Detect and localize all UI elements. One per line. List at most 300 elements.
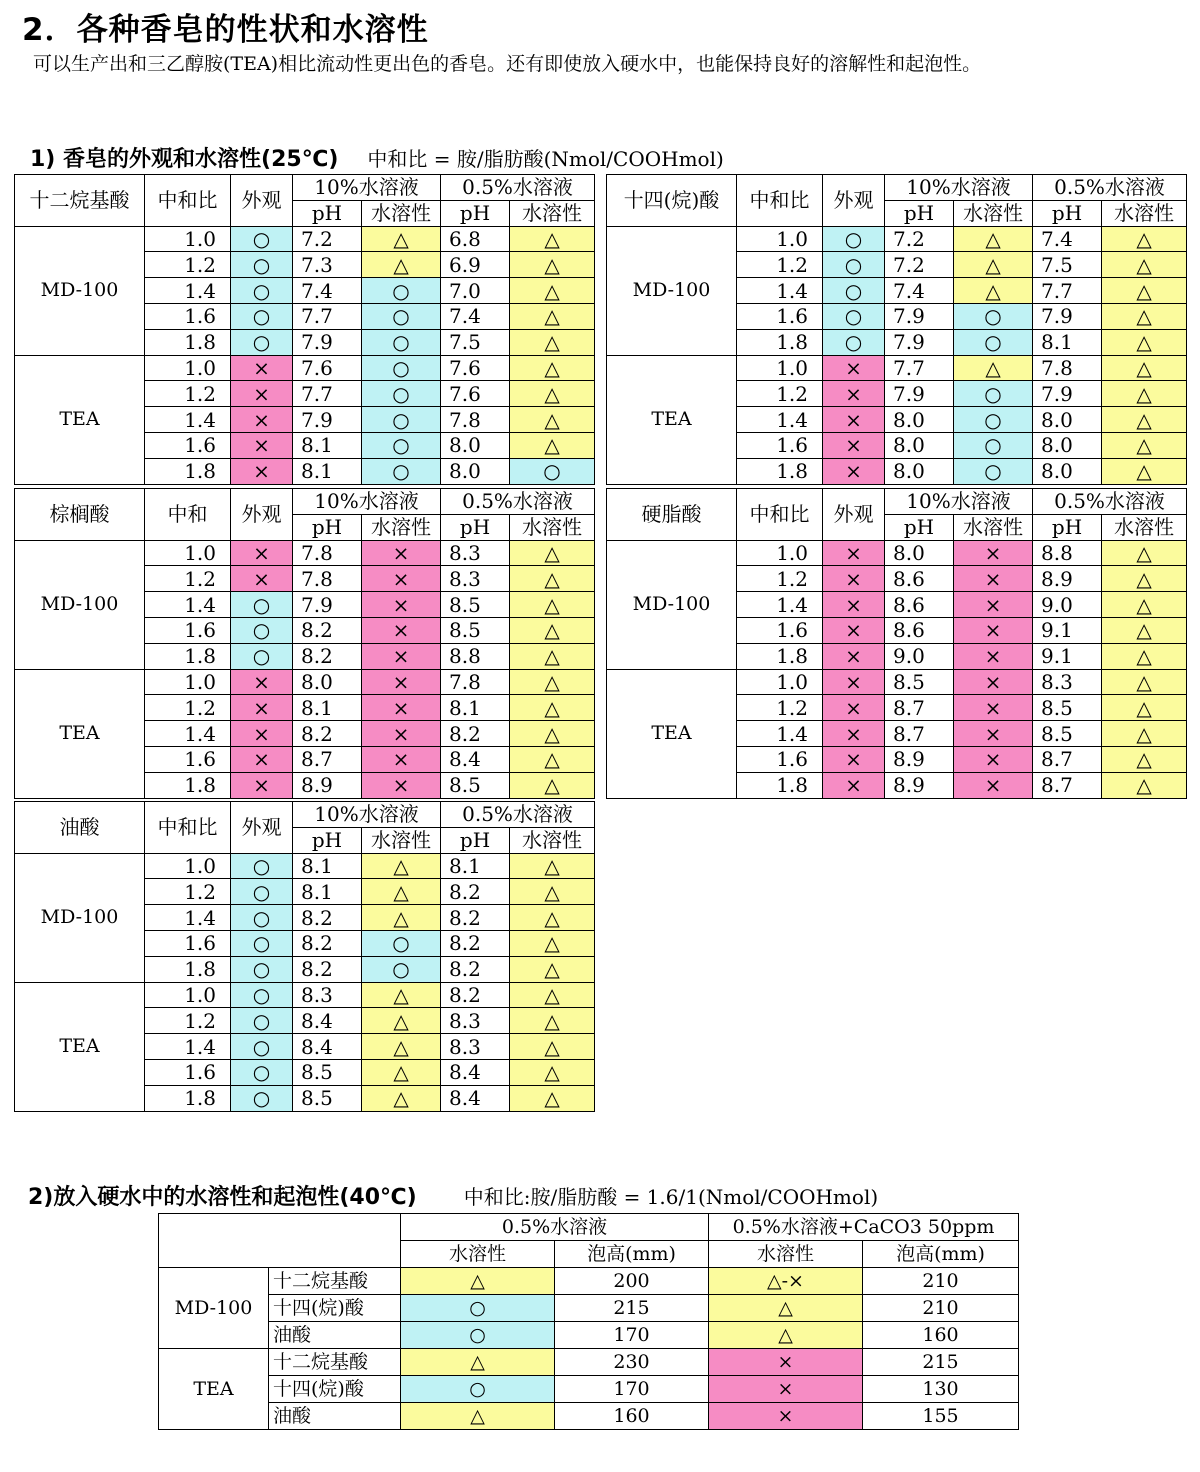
ratio-cell: 1.0 (145, 355, 231, 381)
ratio-cell: 1.6 (737, 432, 823, 458)
solubility-cell: × (362, 721, 441, 747)
ph-cell: 8.4 (293, 1008, 362, 1034)
solubility-cell: △ (510, 905, 595, 931)
solubility-header: 水溶性 (1102, 514, 1187, 540)
solubility-cell: △ (510, 566, 595, 592)
ph-cell: 8.0 (885, 540, 954, 566)
solubility-cell: △ (510, 407, 595, 433)
sol10-header: 10%水溶液 (293, 489, 441, 515)
appearance-cell: × (823, 458, 885, 484)
solubility-cell: △ (1102, 592, 1187, 618)
foam-height-cell: 130 (863, 1376, 1019, 1403)
ph-cell: 8.8 (441, 643, 510, 669)
solubility-cell: △ (401, 1268, 555, 1295)
ph-cell: 8.5 (1033, 721, 1102, 747)
solubility-cell: △ (1102, 772, 1187, 798)
ph-cell: 7.8 (441, 669, 510, 695)
appearance-cell: × (823, 407, 885, 433)
appearance-cell: × (823, 746, 885, 772)
ratio-cell: 1.2 (737, 695, 823, 721)
ph-cell: 8.1 (293, 853, 362, 879)
ratio-cell: 1.2 (145, 381, 231, 407)
appearance-header: 外观 (823, 175, 885, 227)
solubility-cell: △ (709, 1295, 863, 1322)
ph-cell: 8.8 (1033, 540, 1102, 566)
foam-height-cell: 170 (555, 1376, 709, 1403)
ph-cell: 8.5 (441, 617, 510, 643)
ph-cell: 8.5 (441, 592, 510, 618)
ratio-cell: 1.8 (737, 643, 823, 669)
solubility-cell: △ (510, 355, 595, 381)
ratio-header: 中和 (145, 489, 231, 541)
ratio-cell: 1.6 (145, 432, 231, 458)
appearance-header: 外观 (231, 175, 293, 227)
sol10-header: 10%水溶液 (293, 802, 441, 828)
ph-cell: 7.2 (293, 226, 362, 252)
solubility-cell: △ (1102, 695, 1187, 721)
solubility-header: 水溶性 (510, 827, 595, 853)
ratio-cell: 1.0 (737, 669, 823, 695)
ph-cell: 8.7 (1033, 772, 1102, 798)
solubility-table (14, 174, 595, 485)
appearance-cell: ○ (231, 303, 293, 329)
ph-cell: 8.0 (1033, 407, 1102, 433)
ph-cell: 8.3 (441, 540, 510, 566)
appearance-cell: × (231, 381, 293, 407)
solubility-cell: △ (1102, 643, 1187, 669)
ph-cell: 8.2 (293, 905, 362, 931)
ratio-header: 中和比 (737, 175, 823, 227)
ratio-cell: 1.8 (145, 458, 231, 484)
ph-cell: 9.1 (1033, 617, 1102, 643)
solubility-cell: ○ (401, 1322, 555, 1349)
appearance-cell: × (823, 669, 885, 695)
table-row (15, 226, 595, 252)
table-header-row (607, 175, 1187, 201)
appearance-cell: × (231, 432, 293, 458)
ph-cell: 8.5 (885, 669, 954, 695)
group-name: TEA (15, 355, 145, 484)
table-header-row (15, 175, 595, 201)
section1-heading-block (30, 142, 724, 173)
ph-cell: 7.9 (293, 407, 362, 433)
blank-header (159, 1214, 401, 1268)
ph-cell: 8.1 (293, 432, 362, 458)
ph-cell: 8.1 (293, 458, 362, 484)
solubility-cell: × (362, 695, 441, 721)
ph-cell: 7.9 (293, 329, 362, 355)
foam-height-cell: 215 (863, 1349, 1019, 1376)
solubility-cell: △ (510, 853, 595, 879)
table-row (159, 1322, 1019, 1349)
table-row (607, 540, 1187, 566)
solubility-cell: △-× (709, 1268, 863, 1295)
ratio-cell: 1.2 (737, 566, 823, 592)
foam-height-cell: 160 (555, 1403, 709, 1430)
sol05-header: 0.5%水溶液 (401, 1214, 709, 1241)
solubility-cell: ○ (401, 1295, 555, 1322)
appearance-cell: × (823, 721, 885, 747)
ratio-header: 中和比 (145, 175, 231, 227)
ratio-cell: 1.0 (737, 540, 823, 566)
solubility-cell: △ (1102, 329, 1187, 355)
solubility-cell: △ (510, 956, 595, 982)
group-name: MD-100 (15, 540, 145, 669)
solubility-cell: △ (1102, 746, 1187, 772)
table-row (607, 669, 1187, 695)
solubility-header: 水溶性 (954, 514, 1033, 540)
ph-cell: 8.3 (293, 982, 362, 1008)
solubility-cell: △ (510, 1059, 595, 1085)
sol05-header: 0.5%水溶液 (441, 489, 595, 515)
appearance-cell: ○ (231, 1059, 293, 1085)
table-row (15, 853, 595, 879)
appearance-cell: ○ (231, 956, 293, 982)
group-name: TEA (607, 355, 737, 484)
appearance-cell: × (823, 540, 885, 566)
ph-cell: 8.6 (885, 566, 954, 592)
ratio-cell: 1.8 (145, 772, 231, 798)
ph-header: pH (885, 200, 954, 226)
sol05-header: 0.5%水溶液 (441, 802, 595, 828)
solubility-cell: ○ (362, 432, 441, 458)
ph-cell: 7.6 (441, 381, 510, 407)
solubility-cell: × (362, 746, 441, 772)
appearance-cell: ○ (231, 1085, 293, 1111)
ratio-cell: 1.0 (145, 982, 231, 1008)
solubility-cell: △ (954, 278, 1033, 304)
solubility-table (14, 488, 595, 799)
ph-cell: 8.2 (293, 956, 362, 982)
acid-name: 硬脂酸 (607, 489, 737, 541)
solubility-cell: ○ (954, 458, 1033, 484)
foam-height-header: 泡高(mm) (555, 1241, 709, 1268)
solubility-cell: △ (1102, 566, 1187, 592)
ph-cell: 9.0 (885, 643, 954, 669)
ph-cell: 8.0 (885, 407, 954, 433)
appearance-cell: ○ (231, 1034, 293, 1060)
ratio-cell: 1.4 (737, 721, 823, 747)
ratio-cell: 1.0 (145, 669, 231, 695)
solubility-cell: △ (362, 1034, 441, 1060)
solubility-cell: △ (954, 226, 1033, 252)
appearance-cell: ○ (231, 617, 293, 643)
appearance-cell: × (231, 407, 293, 433)
solubility-header: 水溶性 (362, 827, 441, 853)
solubility-cell: ○ (510, 458, 595, 484)
appearance-cell: × (231, 721, 293, 747)
ph-header: pH (1033, 200, 1102, 226)
solubility-cell: × (954, 772, 1033, 798)
solubility-cell: △ (1102, 407, 1187, 433)
appearance-cell: ○ (231, 853, 293, 879)
appearance-cell: ○ (823, 252, 885, 278)
ph-cell: 8.9 (1033, 566, 1102, 592)
ph-cell: 8.1 (441, 695, 510, 721)
solubility-cell: △ (709, 1322, 863, 1349)
solubility-cell: △ (1102, 355, 1187, 381)
appearance-cell: ○ (231, 1008, 293, 1034)
ratio-cell: 1.4 (145, 407, 231, 433)
ratio-cell: 1.6 (145, 303, 231, 329)
ratio-cell: 1.8 (737, 329, 823, 355)
appearance-cell: ○ (231, 905, 293, 931)
solubility-cell: △ (510, 669, 595, 695)
ph-cell: 8.9 (293, 772, 362, 798)
appearance-cell: ○ (231, 226, 293, 252)
solubility-cell: × (362, 566, 441, 592)
appearance-cell: ○ (231, 982, 293, 1008)
ph-cell: 7.9 (1033, 381, 1102, 407)
ratio-cell: 1.4 (145, 905, 231, 931)
solubility-cell: ○ (954, 303, 1033, 329)
ph-cell: 8.5 (441, 772, 510, 798)
ph-cell: 7.9 (885, 303, 954, 329)
solubility-cell: △ (362, 252, 441, 278)
ph-header: pH (441, 514, 510, 540)
table-header-row (159, 1214, 1019, 1241)
ratio-cell: 1.0 (737, 355, 823, 381)
solubility-cell: ○ (362, 355, 441, 381)
sol05-header: 0.5%水溶液 (1033, 489, 1187, 515)
solubility-cell: △ (510, 329, 595, 355)
foam-height-cell: 200 (555, 1268, 709, 1295)
solubility-header: 水溶性 (362, 200, 441, 226)
solubility-cell: ○ (362, 407, 441, 433)
ratio-cell: 1.8 (145, 329, 231, 355)
ph-cell: 8.3 (441, 1034, 510, 1060)
appearance-cell: × (231, 540, 293, 566)
solubility-cell: △ (362, 1085, 441, 1111)
solubility-cell: △ (1102, 617, 1187, 643)
table-row (159, 1268, 1019, 1295)
solubility-cell: △ (362, 879, 441, 905)
ph-cell: 8.2 (441, 982, 510, 1008)
solubility-cell: △ (510, 226, 595, 252)
ratio-cell: 1.8 (737, 772, 823, 798)
solubility-header: 水溶性 (510, 200, 595, 226)
solubility-cell: × (954, 695, 1033, 721)
group-name: MD-100 (15, 853, 145, 982)
acid-name: 十四(烷)酸 (269, 1376, 401, 1403)
solubility-cell: × (362, 669, 441, 695)
solubility-cell: △ (510, 982, 595, 1008)
sol05-caco3-header: 0.5%水溶液+CaCO3 50ppm (709, 1214, 1019, 1241)
ph-cell: 8.4 (441, 1085, 510, 1111)
acid-name: 十四(烷)酸 (607, 175, 737, 227)
ph-cell: 8.5 (293, 1085, 362, 1111)
ph-cell: 8.2 (293, 721, 362, 747)
solubility-cell: △ (1102, 252, 1187, 278)
ph-cell: 8.9 (885, 746, 954, 772)
ph-cell: 8.6 (885, 617, 954, 643)
sol05-header: 0.5%水溶液 (1033, 175, 1187, 201)
solubility-cell: △ (1102, 303, 1187, 329)
ratio-cell: 1.6 (145, 1059, 231, 1085)
ratio-cell: 1.4 (145, 721, 231, 747)
ph-cell: 7.6 (441, 355, 510, 381)
ph-cell: 8.3 (1033, 669, 1102, 695)
ph-cell: 8.0 (441, 432, 510, 458)
solubility-cell: × (954, 566, 1033, 592)
table-row (159, 1403, 1019, 1430)
solubility-cell: △ (510, 252, 595, 278)
solubility-cell: × (362, 540, 441, 566)
section1-note: 中和比 = 胺/脂肪酸(Nmol/COOHmol) (367, 147, 724, 171)
ph-cell: 8.1 (1033, 329, 1102, 355)
foam-height-cell: 210 (863, 1268, 1019, 1295)
ph-cell: 7.2 (885, 252, 954, 278)
acid-name: 十二烷基酸 (269, 1349, 401, 1376)
solubility-cell: × (362, 772, 441, 798)
ratio-cell: 1.0 (145, 540, 231, 566)
table-header-row (15, 802, 595, 828)
ph-cell: 8.2 (441, 879, 510, 905)
solubility-cell: △ (1102, 278, 1187, 304)
appearance-cell: ○ (231, 252, 293, 278)
ratio-cell: 1.4 (145, 1034, 231, 1060)
ph-cell: 8.4 (441, 1059, 510, 1085)
ph-cell: 7.4 (293, 278, 362, 304)
solubility-cell: × (954, 540, 1033, 566)
table-row (607, 355, 1187, 381)
ph-cell: 8.7 (885, 721, 954, 747)
solubility-cell: △ (510, 278, 595, 304)
solubility-cell: △ (510, 746, 595, 772)
solubility-table (14, 801, 595, 1112)
ratio-cell: 1.6 (145, 746, 231, 772)
ph-cell: 8.0 (1033, 458, 1102, 484)
ph-cell: 8.2 (441, 721, 510, 747)
appearance-cell: × (823, 432, 885, 458)
foam-height-cell: 170 (555, 1322, 709, 1349)
appearance-cell: ○ (823, 226, 885, 252)
acid-name: 棕榈酸 (15, 489, 145, 541)
group-name: TEA (159, 1349, 269, 1430)
ph-cell: 7.7 (1033, 278, 1102, 304)
ph-cell: 8.0 (885, 458, 954, 484)
ph-cell: 8.7 (1033, 746, 1102, 772)
sol10-header: 10%水溶液 (293, 175, 441, 201)
ratio-cell: 1.4 (145, 278, 231, 304)
ratio-cell: 1.2 (737, 381, 823, 407)
solubility-cell: △ (1102, 721, 1187, 747)
solubility-cell: △ (401, 1349, 555, 1376)
table-row (159, 1349, 1019, 1376)
table-row (15, 540, 595, 566)
solubility-cell: × (954, 643, 1033, 669)
ph-cell: 8.9 (885, 772, 954, 798)
solubility-cell: ○ (362, 278, 441, 304)
appearance-header: 外观 (231, 489, 293, 541)
foam-height-cell: 230 (555, 1349, 709, 1376)
solubility-cell: △ (362, 1059, 441, 1085)
solubility-cell: △ (1102, 669, 1187, 695)
ph-cell: 8.0 (441, 458, 510, 484)
ph-cell: 6.9 (441, 252, 510, 278)
appearance-cell: ○ (823, 329, 885, 355)
solubility-cell: △ (510, 721, 595, 747)
acid-name: 十二烷基酸 (269, 1268, 401, 1295)
group-name: TEA (607, 669, 737, 798)
acid-name: 十四(烷)酸 (269, 1295, 401, 1322)
appearance-header: 外观 (823, 489, 885, 541)
solubility-cell: ○ (362, 303, 441, 329)
appearance-cell: × (231, 772, 293, 798)
ph-cell: 8.2 (293, 643, 362, 669)
solubility-cell: ○ (401, 1376, 555, 1403)
ph-cell: 7.7 (293, 303, 362, 329)
sol05-header: 0.5%水溶液 (441, 175, 595, 201)
ph-cell: 7.5 (1033, 252, 1102, 278)
ph-cell: 8.5 (1033, 695, 1102, 721)
appearance-cell: × (231, 746, 293, 772)
solubility-header: 水溶性 (362, 514, 441, 540)
appearance-cell: ○ (231, 643, 293, 669)
appearance-header: 外观 (231, 802, 293, 854)
ph-cell: 7.8 (441, 407, 510, 433)
solubility-cell: △ (401, 1403, 555, 1430)
appearance-cell: × (231, 669, 293, 695)
solubility-cell: ○ (362, 458, 441, 484)
table-row (15, 355, 595, 381)
appearance-cell: × (231, 695, 293, 721)
ratio-cell: 1.2 (737, 252, 823, 278)
group-name: MD-100 (15, 226, 145, 355)
solubility-cell: △ (510, 772, 595, 798)
solubility-cell: △ (510, 695, 595, 721)
ph-cell: 6.8 (441, 226, 510, 252)
ratio-cell: 1.0 (737, 226, 823, 252)
solubility-cell: △ (362, 905, 441, 931)
appearance-cell: × (823, 381, 885, 407)
ph-cell: 7.7 (885, 355, 954, 381)
ph-cell: 7.9 (885, 381, 954, 407)
ph-header: pH (293, 827, 362, 853)
appearance-cell: ○ (231, 278, 293, 304)
solubility-cell: △ (1102, 540, 1187, 566)
group-name: TEA (15, 669, 145, 798)
ratio-cell: 1.2 (145, 566, 231, 592)
table-row (159, 1376, 1019, 1403)
solubility-header: 水溶性 (510, 514, 595, 540)
solubility-cell: △ (510, 592, 595, 618)
solubility-cell: × (362, 643, 441, 669)
ph-cell: 7.2 (885, 226, 954, 252)
solubility-cell: ○ (362, 956, 441, 982)
ph-cell: 8.4 (293, 1034, 362, 1060)
ph-cell: 8.4 (441, 746, 510, 772)
hardwater-table (158, 1213, 1019, 1430)
appearance-cell: ○ (231, 879, 293, 905)
solubility-cell: △ (510, 879, 595, 905)
acid-name: 油酸 (269, 1322, 401, 1349)
solubility-cell: △ (1102, 381, 1187, 407)
appearance-cell: ○ (231, 592, 293, 618)
section1-heading: 1) 香皂的外观和水溶性(25℃) (30, 147, 339, 172)
solubility-cell: △ (510, 643, 595, 669)
ratio-cell: 1.8 (145, 1085, 231, 1111)
ph-cell: 7.8 (293, 566, 362, 592)
ph-cell: 8.2 (441, 930, 510, 956)
appearance-cell: × (231, 355, 293, 381)
acid-name: 油酸 (15, 802, 145, 854)
solubility-cell: △ (362, 982, 441, 1008)
section2-heading-block (28, 1180, 878, 1211)
ph-cell: 8.5 (293, 1059, 362, 1085)
sol10-header: 10%水溶液 (885, 175, 1033, 201)
group-name: TEA (15, 982, 145, 1111)
